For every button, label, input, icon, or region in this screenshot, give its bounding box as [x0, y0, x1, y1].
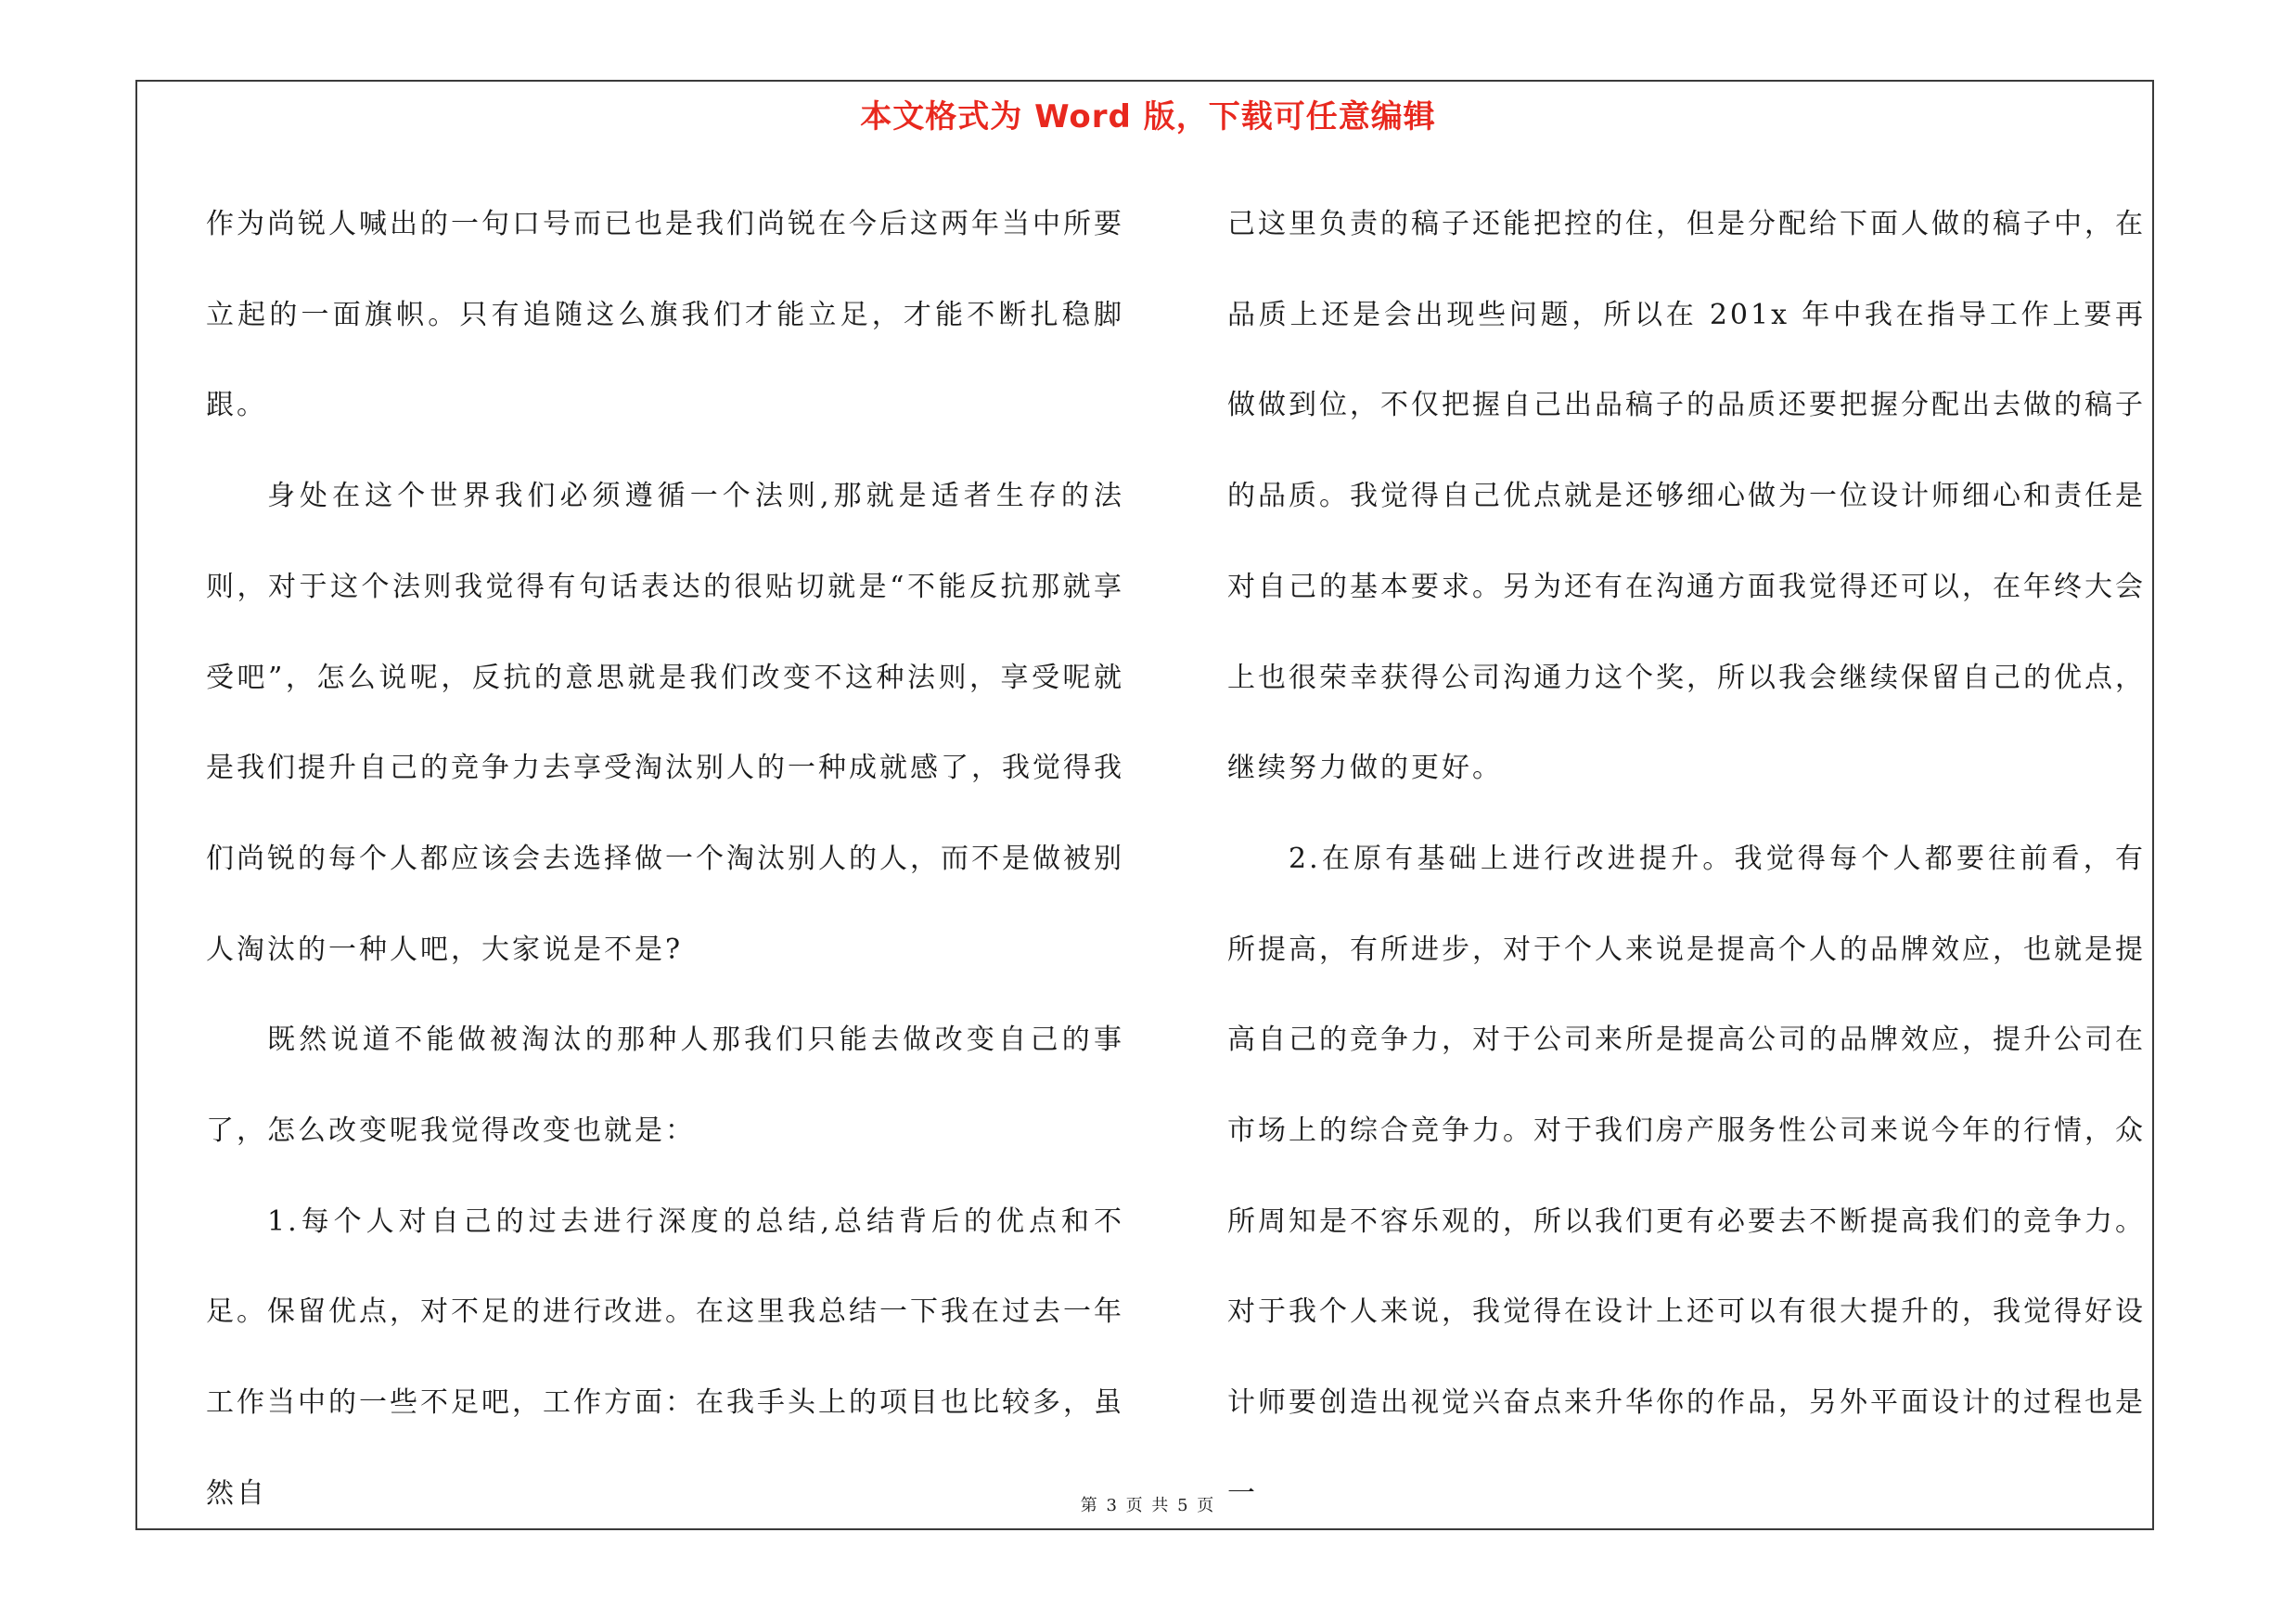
paragraph-point-1-continued: 己这里负责的稿子还能把控的住，但是分配给下面人做的稿子中，在品质上还是会出现些问题，所以在 201x 年中我在指导工作上要再做做到位，不仅把握自己出品稿子的品质还要把握分配出去做的稿子的品质。我觉得自己优点就是还够细心做为一位设计师细心和责任是对自己的基本要求。另为还有在沟通方面我觉得还可以，在年终大会上也很荣幸获得公司沟通力这个奖，所以我会继续保留自己的优点，继续努力做的更好。 [1227, 208, 2146, 785]
page-number-footer: 第 3 页 共 5 页 [1080, 1496, 1216, 1515]
paragraph-point-1: 1.每个人对自己的过去进行深度的总结,总结背后的优点和不足。保留优点，对不足的进行改进。在这里我总结一下我在过去一年工作当中的一些不足吧，工作方面：在我手头上的项目也比较多，虽然自 [206, 1204, 1124, 1510]
paragraph-survival-rule: 身处在这个世界我们必须遵循一个法则,那就是适者生存的法则，对于这个法则我觉得有句话表达的很贴切就是“不能反抗那就享受吧”，怎么说呢，反抗的意思就是我们改变不这种法则，享受呢就是我们提升自己的竞争力去享受淘汰别人的一种成就感了，我觉得我们尚锐的每个人都应该会去选择做一个淘汰别人的人，而不是做被别人淘汰的一种人吧，大家说是不是? [206, 480, 1124, 966]
right-column [1227, 179, 2146, 1539]
paragraph-point-2: 2.在原有基础上进行改进提升。我觉得每个人都要往前看，有所提高，有所进步，对于个人来说是提高个人的品牌效应，也就是提高自己的竞争力，对于公司来所是提高公司的品牌效应，提升公司在市场上的综合竞争力。对于我们房产服务性公司来说今年的行情，众所周知是不容乐观的，所以我们更有必要去不断提高我们的竞争力。对于我个人来说，我觉得在设计上还可以有很大提升的，我觉得好设计师要创造出视觉兴奋点来升华你的作品，另外平面设计的过程也是一 [1227, 842, 2146, 1510]
paragraph-continuation: 作为尚锐人喊出的一句口号而已也是我们尚锐在今后这两年当中所要立起的一面旗帜。只有追随这么旗我们才能立足，才能不断扎稳脚跟。 [206, 208, 1124, 422]
paragraph-change-self: 既然说道不能做被淘汰的那种人那我们只能去做改变自己的事了，怎么改变呢我觉得改变也就是： [206, 1024, 1124, 1148]
format-notice-banner: 本文格式为 Word 版，下载可任意编辑 [860, 98, 1436, 135]
left-column [206, 179, 1124, 1539]
